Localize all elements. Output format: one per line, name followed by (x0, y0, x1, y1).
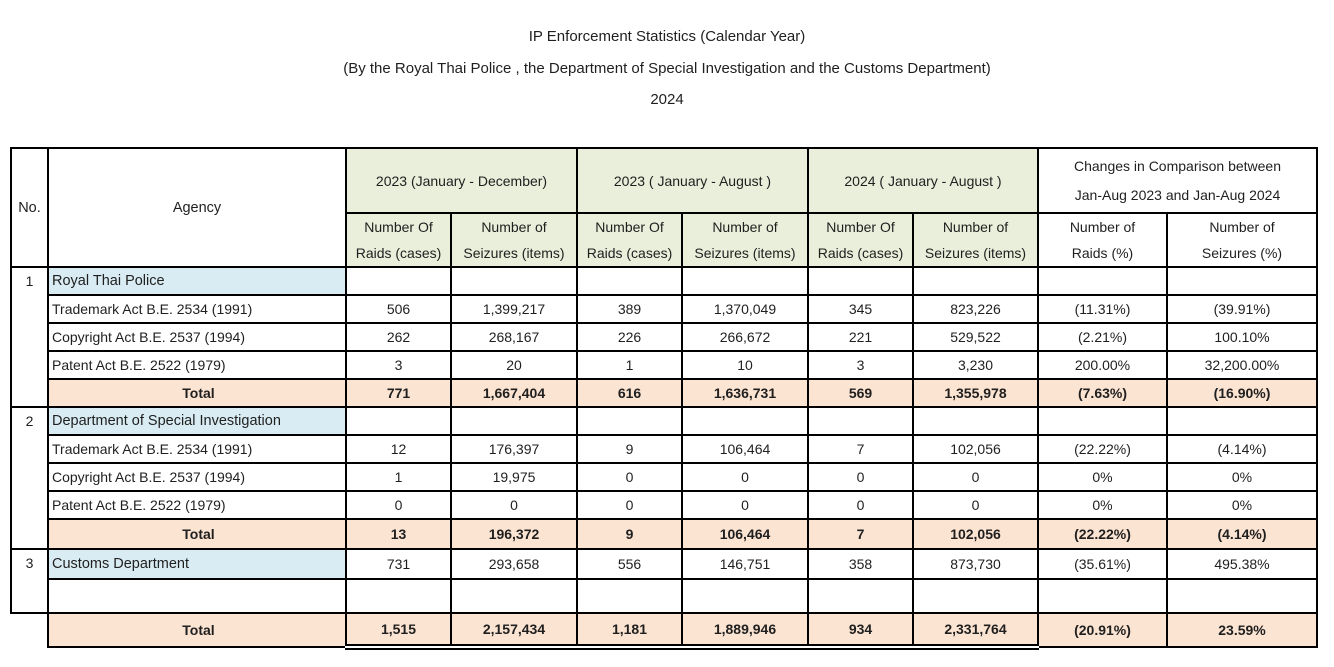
value-cell: 1 (577, 351, 682, 379)
page-year: 2024 (650, 91, 684, 108)
value-cell: 495.38% (1167, 549, 1317, 579)
section-row-royal-thai-police (11, 267, 1317, 295)
value-cell: 2,331,764 (913, 613, 1038, 647)
document-header (0, 0, 1334, 108)
value-cell: 200.00% (1038, 351, 1167, 379)
value-cell: (35.61%) (1038, 549, 1167, 579)
value-cell: 106,464 (682, 435, 808, 463)
value-cell (682, 267, 808, 295)
value-cell (913, 267, 1038, 295)
col-header-agency: Agency (48, 148, 346, 267)
value-cell: 556 (577, 549, 682, 579)
value-cell (346, 267, 451, 295)
empty-row (11, 579, 1317, 613)
col-header-seizures-change-pct: Number of Seizures (%) (1167, 213, 1317, 267)
value-cell (1038, 407, 1167, 435)
value-cell: 1,889,946 (682, 613, 808, 647)
group-header-changes-line1: Changes in Comparison between (1073, 157, 1281, 174)
value-cell (682, 407, 808, 435)
value-cell: 0% (1038, 491, 1167, 519)
col-header-seizures-2024-ja: Number of Seizures (items) (913, 213, 1038, 267)
value-cell: (7.63%) (1038, 379, 1167, 407)
group-header-changes (1038, 148, 1317, 213)
value-cell: 2,157,434 (451, 613, 577, 647)
value-cell: 226 (577, 323, 682, 351)
col-header-no: No. (11, 148, 48, 267)
value-cell: 0 (346, 491, 451, 519)
col-header-raids-change-pct: Number of Raids (%) (1038, 213, 1167, 267)
value-cell: 0 (451, 491, 577, 519)
value-cell: 3 (346, 351, 451, 379)
value-cell: (4.14%) (1167, 519, 1317, 549)
group-header-2023-jan-aug: 2023 ( January - August ) (577, 148, 808, 213)
agency-section-cell: Customs Department (48, 549, 346, 579)
value-cell: 221 (808, 323, 913, 351)
value-cell: 13 (346, 519, 451, 549)
act-label-cell: Patent Act B.E. 2522 (1979) (48, 491, 346, 519)
total-row-royal-thai-police (11, 379, 1317, 407)
value-cell: 3 (808, 351, 913, 379)
group-header-row (11, 148, 1317, 213)
agency-section-cell: Department of Special Investigation (48, 407, 346, 435)
value-cell: 0 (682, 463, 808, 491)
value-cell: 1,355,978 (913, 379, 1038, 407)
value-cell: 1 (346, 463, 451, 491)
value-cell: 293,658 (451, 549, 577, 579)
table-row (11, 491, 1317, 519)
table-row (11, 351, 1317, 379)
value-cell: 1,636,731 (682, 379, 808, 407)
value-cell: 1,181 (577, 613, 682, 647)
value-cell: 7 (808, 435, 913, 463)
value-cell: 196,372 (451, 519, 577, 549)
value-cell: 0 (682, 491, 808, 519)
value-cell (577, 579, 682, 613)
value-cell: 771 (346, 379, 451, 407)
value-cell: 20 (451, 351, 577, 379)
value-cell (451, 407, 577, 435)
value-cell: 358 (808, 549, 913, 579)
group-header-changes-line2: Jan-Aug 2023 and Jan-Aug 2024 (1074, 186, 1281, 203)
agency-section-cell: Royal Thai Police (48, 267, 346, 295)
value-cell (913, 579, 1038, 613)
ip-enforcement-statistics-table (10, 147, 1318, 650)
col-header-raids-2024-ja: Number Of Raids (cases) (808, 213, 913, 267)
value-cell: 9 (577, 519, 682, 549)
value-cell: 1,370,049 (682, 295, 808, 323)
section-row-customs (11, 549, 1317, 579)
group-header-2024-jan-aug: 2024 ( January - August ) (808, 148, 1038, 213)
value-cell: 146,751 (682, 549, 808, 579)
value-cell: 0 (577, 491, 682, 519)
value-cell: 0 (808, 463, 913, 491)
total-label-cell: Total (48, 519, 346, 549)
grand-total-row (11, 613, 1317, 647)
value-cell: 731 (346, 549, 451, 579)
value-cell: 0% (1167, 463, 1317, 491)
value-cell: (4.14%) (1167, 435, 1317, 463)
value-cell: 823,226 (913, 295, 1038, 323)
value-cell (346, 579, 451, 613)
value-cell: 7 (808, 519, 913, 549)
value-cell: 19,975 (451, 463, 577, 491)
value-cell: (2.21%) (1038, 323, 1167, 351)
value-cell: 1,515 (346, 613, 451, 647)
value-cell: 268,167 (451, 323, 577, 351)
value-cell: 529,522 (913, 323, 1038, 351)
value-cell: 0% (1167, 491, 1317, 519)
value-cell: 345 (808, 295, 913, 323)
col-header-seizures-2023-ja: Number of Seizures (items) (682, 213, 808, 267)
value-cell: 506 (346, 295, 451, 323)
page-title: IP Enforcement Statistics (Calendar Year) (528, 28, 806, 45)
table-header (11, 148, 1317, 267)
value-cell: (22.22%) (1038, 435, 1167, 463)
value-cell: 9 (577, 435, 682, 463)
value-cell: (39.91%) (1167, 295, 1317, 323)
value-cell: 176,397 (451, 435, 577, 463)
value-cell: (16.90%) (1167, 379, 1317, 407)
value-cell: 102,056 (913, 435, 1038, 463)
value-cell: 3,230 (913, 351, 1038, 379)
value-cell (913, 407, 1038, 435)
value-cell (808, 267, 913, 295)
value-cell (451, 579, 577, 613)
value-cell (577, 407, 682, 435)
value-cell: 10 (682, 351, 808, 379)
value-cell: 389 (577, 295, 682, 323)
total-label-cell: Total (48, 613, 346, 647)
value-cell (682, 579, 808, 613)
value-cell: (22.22%) (1038, 519, 1167, 549)
value-cell: 262 (346, 323, 451, 351)
value-cell (346, 407, 451, 435)
act-label-cell: Copyright Act B.E. 2537 (1994) (48, 463, 346, 491)
value-cell: 569 (808, 379, 913, 407)
spacer-cell (11, 613, 48, 647)
page-subtitle: (By the Royal Thai Police , the Department of Special Investigation and the Customs Department) (343, 60, 991, 77)
table-row (11, 295, 1317, 323)
section-row-dsi (11, 407, 1317, 435)
col-header-seizures-2023-full: Number of Seizures (items) (451, 213, 577, 267)
value-cell: 100.10% (1167, 323, 1317, 351)
value-cell (1038, 267, 1167, 295)
value-cell: 0 (913, 491, 1038, 519)
value-cell (1038, 579, 1167, 613)
value-cell (808, 579, 913, 613)
row-number-cell: 1 (11, 267, 48, 407)
value-cell: 0 (913, 463, 1038, 491)
value-cell (577, 267, 682, 295)
row-number-cell: 2 (11, 407, 48, 549)
value-cell: (11.31%) (1038, 295, 1167, 323)
value-cell: 32,200.00% (1167, 351, 1317, 379)
value-cell: 23.59% (1167, 613, 1317, 647)
value-cell: 1,667,404 (451, 379, 577, 407)
group-header-2023-full-year: 2023 (January - December) (346, 148, 577, 213)
total-label-cell: Total (48, 379, 346, 407)
value-cell: 0 (808, 491, 913, 519)
table-body (11, 267, 1317, 647)
value-cell: 106,464 (682, 519, 808, 549)
table-row (11, 323, 1317, 351)
act-label-cell: Copyright Act B.E. 2537 (1994) (48, 323, 346, 351)
value-cell (1167, 579, 1317, 613)
value-cell: 616 (577, 379, 682, 407)
value-cell: 266,672 (682, 323, 808, 351)
value-cell: 1,399,217 (451, 295, 577, 323)
value-cell: 934 (808, 613, 913, 647)
value-cell (808, 407, 913, 435)
act-label-cell: Trademark Act B.E. 2534 (1991) (48, 295, 346, 323)
table-row (11, 463, 1317, 491)
value-cell (1167, 407, 1317, 435)
value-cell: 873,730 (913, 549, 1038, 579)
value-cell: 12 (346, 435, 451, 463)
col-header-raids-2023-ja: Number Of Raids (cases) (577, 213, 682, 267)
value-cell: 0 (577, 463, 682, 491)
total-row-dsi (11, 519, 1317, 549)
table-row (11, 435, 1317, 463)
row-number-cell: 3 (11, 549, 48, 613)
value-cell: 0% (1038, 463, 1167, 491)
value-cell (1167, 267, 1317, 295)
agency-cell (48, 579, 346, 613)
col-header-raids-2023-full: Number Of Raids (cases) (346, 213, 451, 267)
value-cell (451, 267, 577, 295)
value-cell: 102,056 (913, 519, 1038, 549)
value-cell: (20.91%) (1038, 613, 1167, 647)
act-label-cell: Trademark Act B.E. 2534 (1991) (48, 435, 346, 463)
act-label-cell: Patent Act B.E. 2522 (1979) (48, 351, 346, 379)
